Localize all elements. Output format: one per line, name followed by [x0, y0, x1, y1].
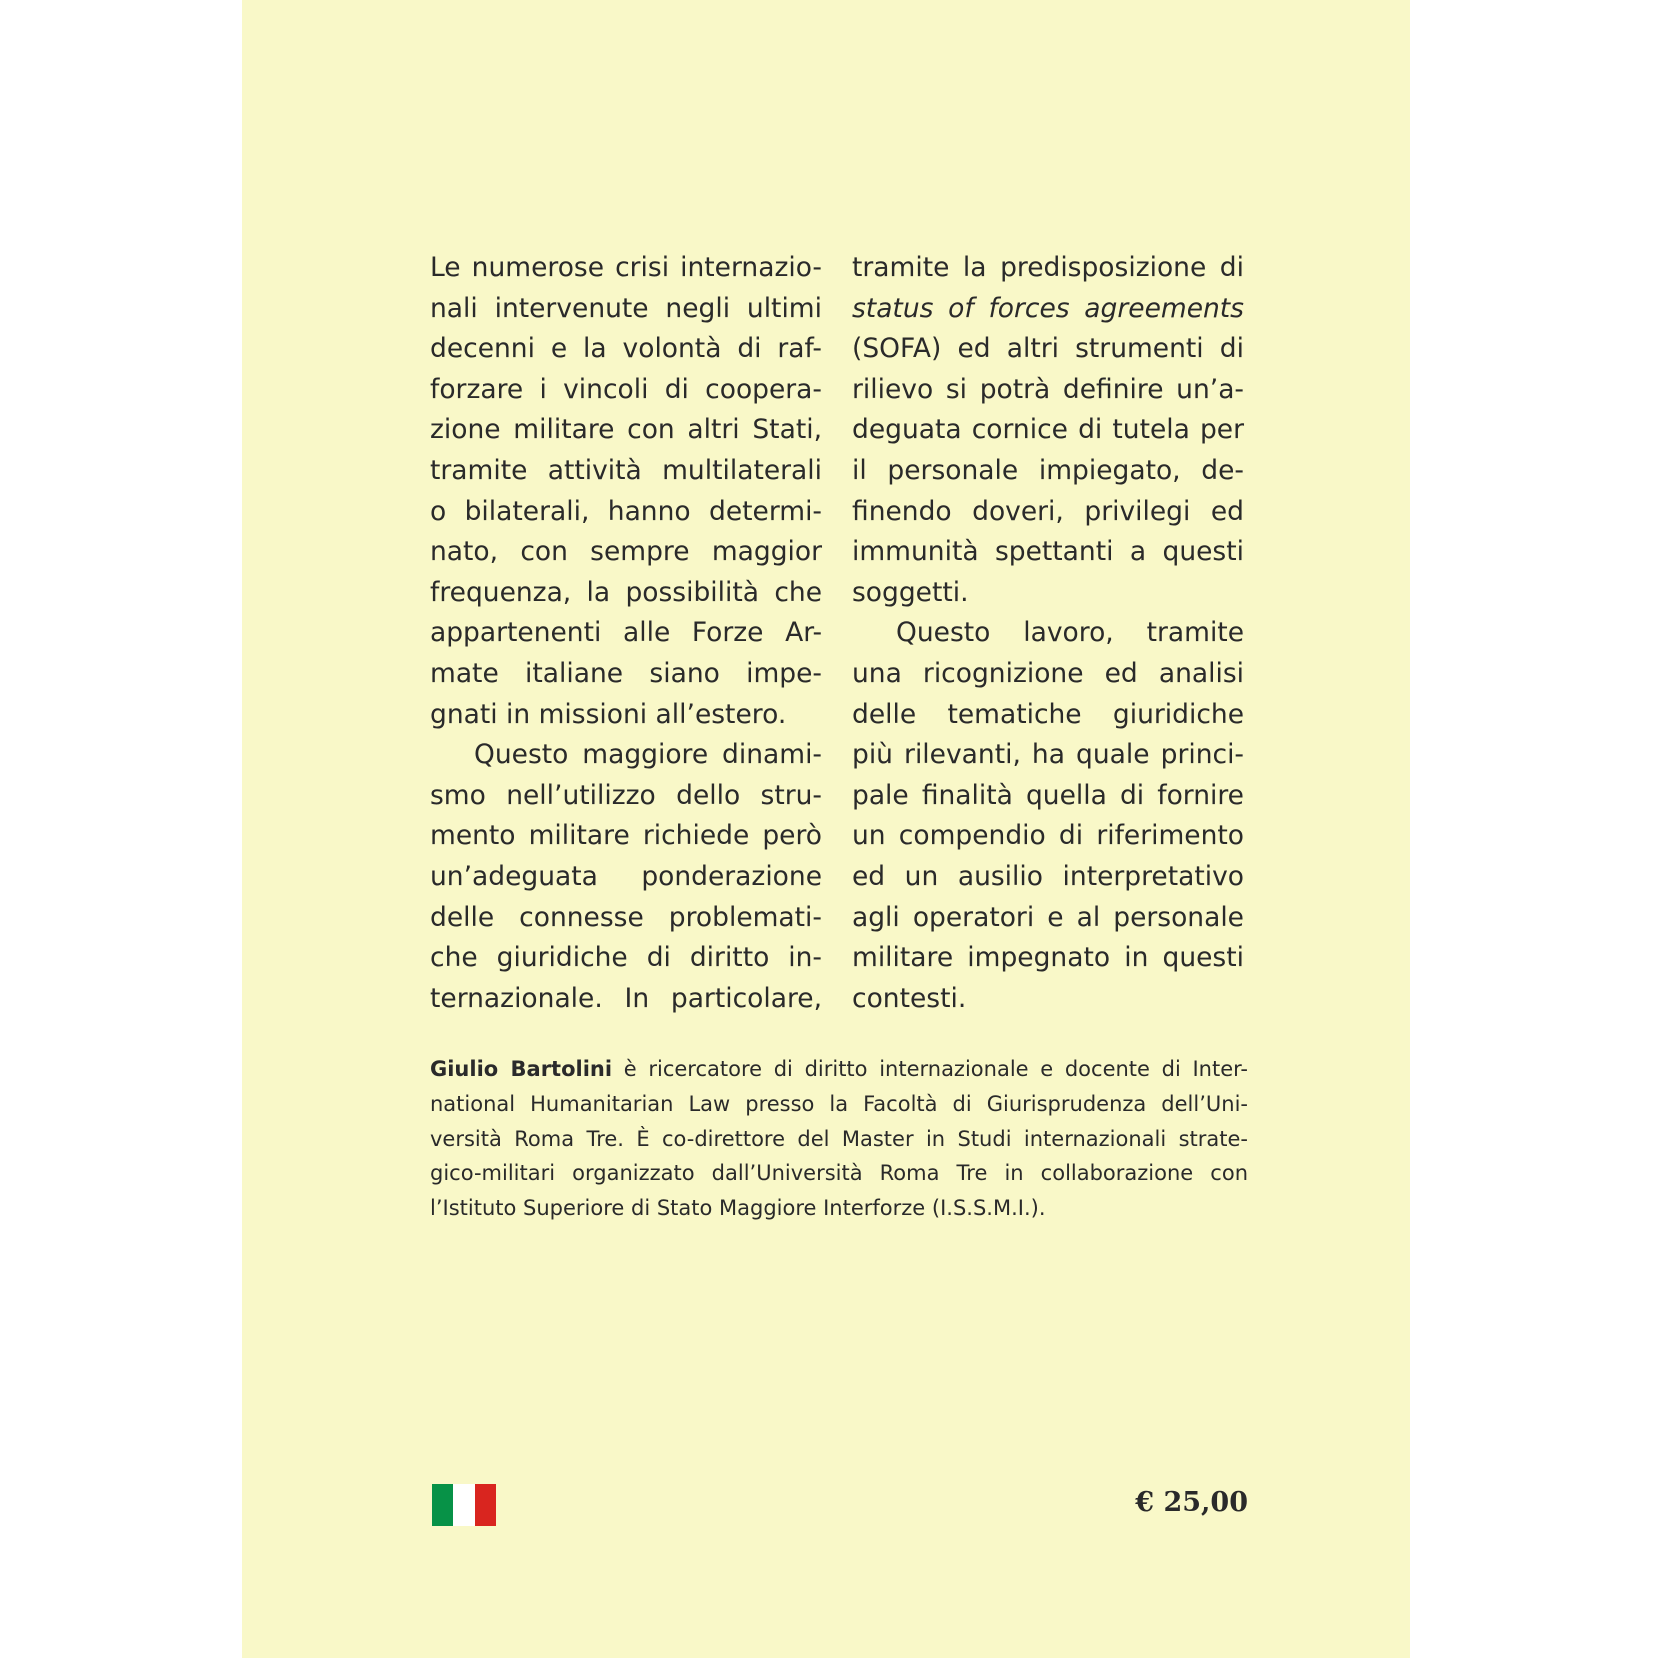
blurb-line: status of forces agreements: [852, 292, 1244, 324]
flag-green-stripe: [432, 1484, 453, 1526]
blurb-line: il personale impiegato, de-: [852, 454, 1244, 486]
book-back-cover: [242, 0, 1410, 1658]
flag-red-stripe: [475, 1484, 496, 1526]
blurb-line: delle connesse problemati-: [430, 901, 822, 933]
blurb-line: Questo lavoro, tramite: [896, 617, 1244, 649]
author-name: Giulio Bartolini: [430, 1057, 613, 1081]
blurb-line: militare impegnato in questi: [852, 942, 1244, 974]
author-bio: [430, 1052, 1248, 1226]
blurb-line: decenni e la volontà di raf-: [430, 333, 822, 365]
blurb-line: soggetti.: [852, 576, 969, 608]
italian-flag-icon: [432, 1484, 496, 1526]
blurb-line: o bilaterali, hanno determi-: [430, 495, 822, 527]
blurb-line: nali intervenute negli ultimi: [430, 292, 822, 324]
blurb-left-column: [430, 248, 822, 1019]
blurb-line: delle tematiche giuridiche: [852, 698, 1244, 730]
blurb-line: mate italiane siano impe-: [430, 657, 822, 689]
price-label: € 25,00: [1135, 1487, 1248, 1518]
flag-white-stripe: [453, 1484, 474, 1526]
blurb-line: smo nell’utilizzo dello stru-: [430, 779, 822, 811]
blurb-line: mento militare richiede però: [430, 820, 822, 852]
blurb-line: frequenza, la possibilità che: [430, 576, 822, 608]
blurb-line: tramite attività multilaterali: [430, 454, 822, 486]
blurb-line: rilievo si potrà definire un’a-: [852, 373, 1244, 405]
blurb-right-column: [852, 248, 1244, 1019]
author-bio-text: è ricercatore di diritto internazionale e docente di Inter-: [612, 1057, 1248, 1081]
blurb-line: forzare i vincoli di coopera-: [430, 373, 822, 405]
blurb-line: nato, con sempre maggior: [430, 536, 822, 568]
blurb-line: che giuridiche di diritto in-: [430, 942, 822, 974]
blurb-line: finendo doveri, privilegi ed: [852, 495, 1244, 527]
blurb-line: contesti.: [852, 982, 967, 1014]
blurb-line: deguata cornice di tutela per: [852, 414, 1244, 446]
blurb-line: tramite la predisposizione di: [852, 252, 1244, 283]
blurb-line: agli operatori e al personale: [852, 901, 1244, 933]
blurb-line: (SOFA) ed altri strumenti di: [852, 333, 1244, 365]
blurb-line: una ricognizione ed analisi: [852, 657, 1244, 689]
blurb-line: un compendio di riferimento: [852, 820, 1244, 852]
author-bio-line: national Humanitarian Law presso la Facoltà di Giurisprudenza dell’Uni-: [430, 1091, 1248, 1116]
blurb-line: Questo maggiore dinami-: [474, 739, 822, 771]
blurb-line: appartenenti alle Forze Ar-: [430, 617, 822, 649]
blurb-line: più rilevanti, ha quale princi-: [852, 739, 1244, 771]
author-bio-line: gico-militari organizzato dall’Università Roma Tre in collaborazione con: [430, 1161, 1248, 1186]
author-bio-line: versità Roma Tre. È co-direttore del Master in Studi internazionali strate-: [430, 1126, 1248, 1151]
author-bio-line: [430, 1052, 1248, 1087]
blurb-line: ternazionale. In particolare,: [430, 982, 822, 1014]
blurb-line: Le numerose crisi internazio-: [430, 252, 822, 283]
blurb-line: ed un ausilio interpretativo: [852, 860, 1244, 892]
blurb-columns: [430, 248, 1248, 1020]
author-bio-line: l’Istituto Superiore di Stato Maggiore Interforze (I.S.S.M.I.).: [430, 1196, 1046, 1221]
blurb-line: un’adeguata ponderazione: [430, 860, 822, 892]
blurb-line: gnati in missioni all’estero.: [430, 698, 787, 730]
blurb-line: pale finalità quella di fornire: [852, 779, 1244, 811]
blurb-line: zione militare con altri Stati,: [430, 414, 822, 446]
blurb-line: immunità spettanti a questi: [852, 536, 1244, 568]
